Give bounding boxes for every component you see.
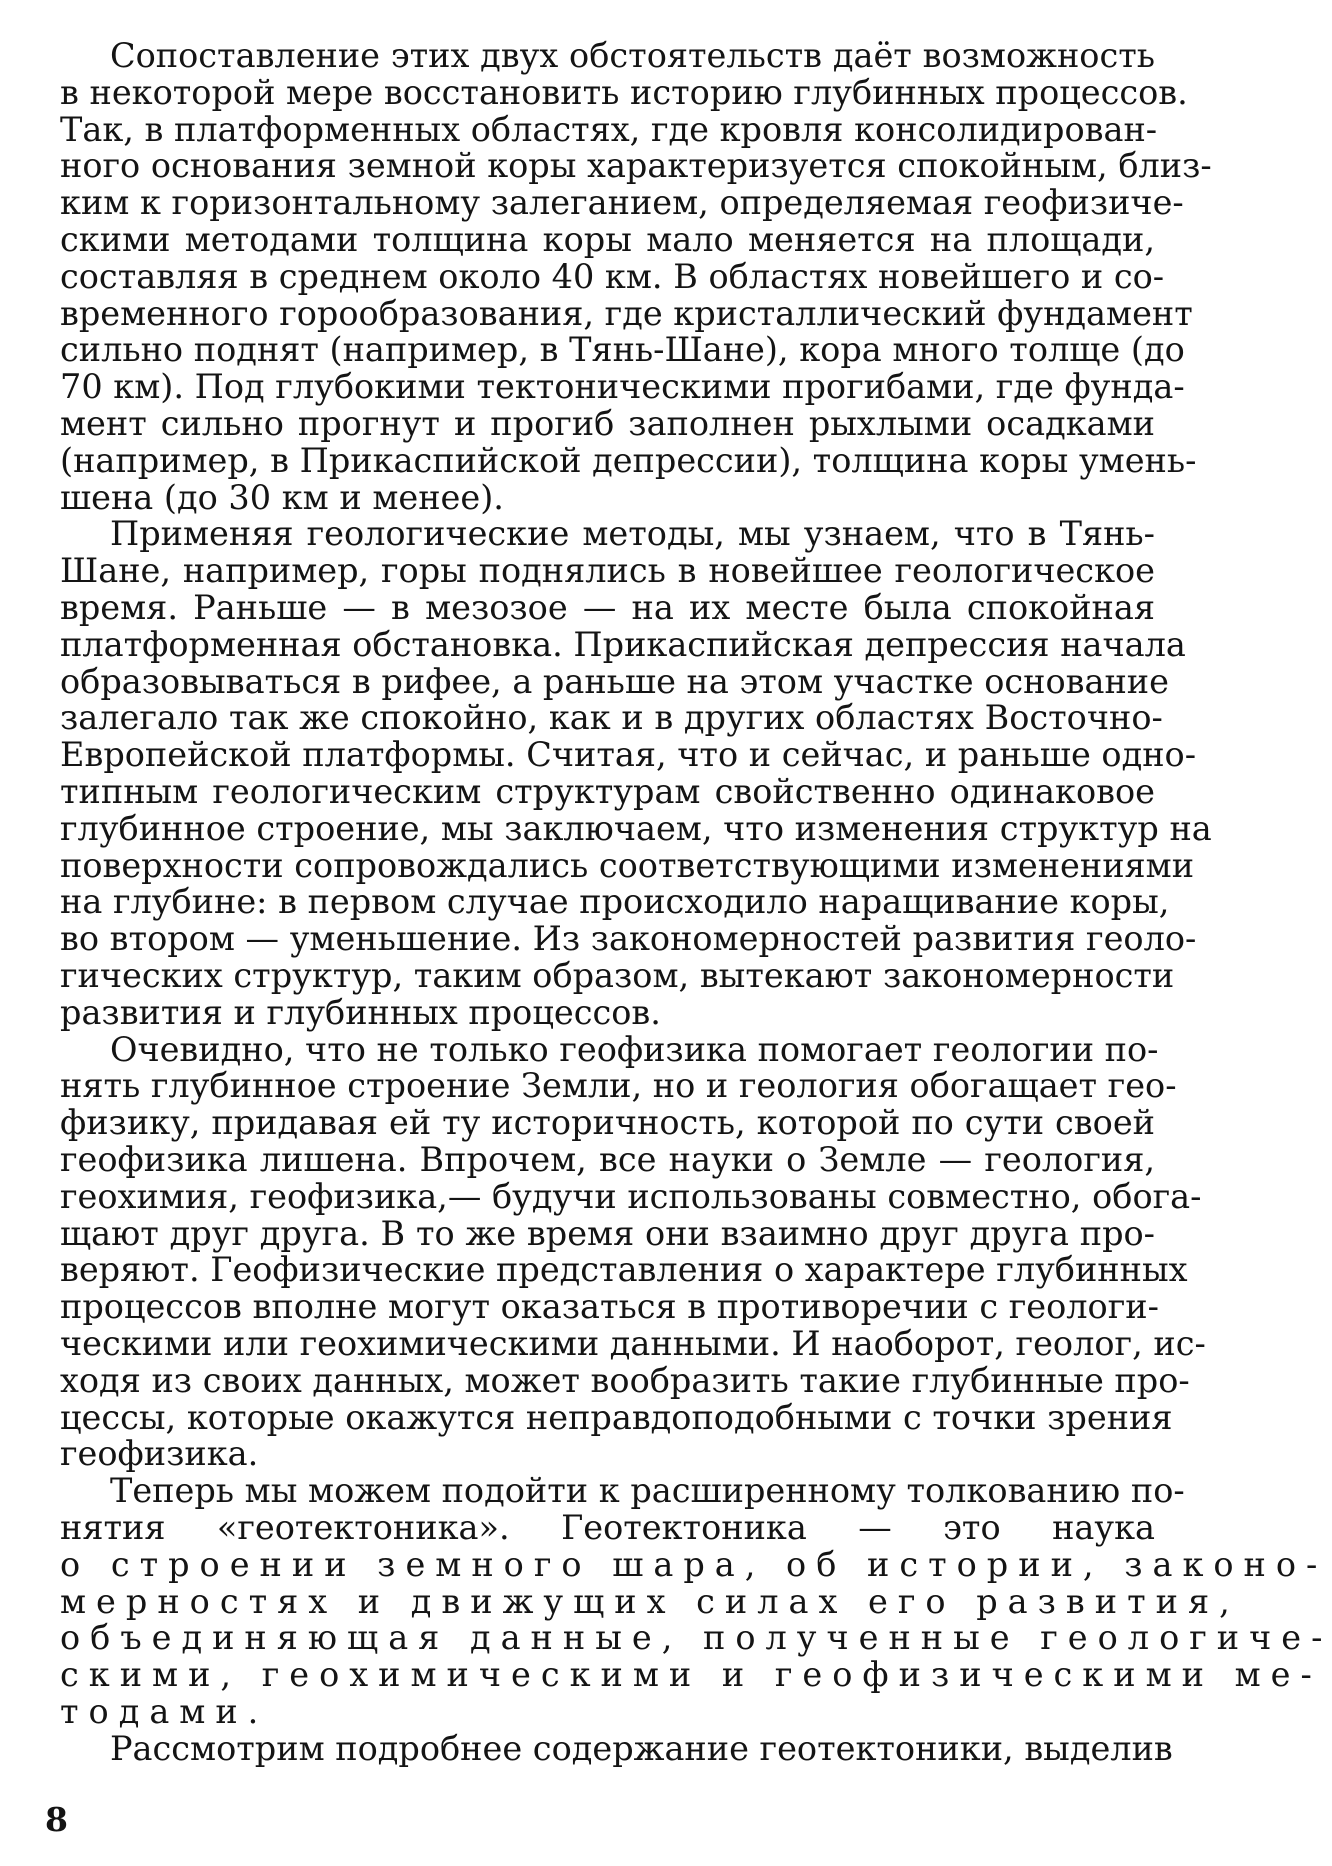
text-line: (например, в Прикаспийской депрессии), толщина коры умень- — [60, 440, 1197, 480]
text-line: Так, в платформенных областях, где кровля консолидирован- — [60, 109, 1158, 149]
text-line: Европейской платформы. Считая, что и сейчас, и раньше одно- — [60, 735, 1197, 775]
text-line: гических структур, таким образом, вытекают закономерности — [60, 956, 1175, 995]
text-line: Сопоставление этих двух обстоятельств даёт возможность — [110, 36, 1155, 75]
text-line: временного горообразования, где кристаллический фундамент — [60, 293, 1193, 333]
text-line: в некоторой мере восстановить историю глубинных процессов. — [60, 72, 1188, 112]
text-line: Рассмотрим подробнее содержание геотектоники, выделив — [110, 1728, 1173, 1768]
text-line: Шане, например, горы поднялись в новейшее геологическое — [60, 551, 1155, 591]
text-line: цессы, которые окажутся неправдоподобными с точки зрения — [60, 1397, 1173, 1437]
page-number: 8 — [45, 1800, 68, 1839]
text-line: составляя в среднем около 40 км. В областях новейшего и со- — [60, 256, 1165, 296]
text-line: скими, геохимическими и геофизическими ме- — [60, 1655, 1322, 1695]
text-line: залегало так же спокойно, как и в других областях Восточно- — [60, 698, 1163, 738]
text-line: ческими или геохимическими данными. И наоборот, геолог, ис- — [60, 1324, 1206, 1363]
text-line: образовываться в рифее, а раньше на этом участке основание — [60, 661, 1169, 701]
text-line: на глубине: в первом случае происходило наращивание коры, — [60, 882, 1170, 922]
text-line: тодами. — [60, 1692, 269, 1731]
text-line: ходя из своих данных, может вообразить такие глубинные про- — [60, 1360, 1190, 1400]
text-line: о строении земного шара, об истории, законо- — [60, 1544, 1328, 1584]
text-line: глубинное строение, мы заключаем, что изменения структур на — [60, 808, 1212, 848]
text-line: поверхности сопровождались соответствующими изменениями — [60, 845, 1195, 885]
text-line: нятия «геотектоника». Геотектоника — это наука — [60, 1508, 1155, 1547]
text-line: 70 км). Под глубокими тектоническими прогибами, где фунда- — [60, 367, 1185, 407]
text-line: типным геологическим структурам свойственно одинаковое — [60, 772, 1155, 811]
text-line: мерностях и движущих силах его развития, — [60, 1581, 1240, 1621]
text-line: мент сильно прогнут и прогиб заполнен рыхлыми осадками — [60, 404, 1155, 443]
text-line: сильно поднят (например, в Тянь-Шане), кора много толще (до — [60, 330, 1185, 370]
text-line: Применяя геологические методы, мы узнаем, что в Тянь- — [110, 514, 1155, 554]
text-line: геофизика. — [60, 1434, 259, 1474]
text-line: объединяющая данные, полученные геологиче- — [60, 1618, 1332, 1658]
text-line: нять глубинное строение Земли, но и геология обогащает гео- — [60, 1066, 1177, 1106]
text-line: веряют. Геофизические представления о характере глубинных — [60, 1250, 1188, 1290]
text-line: время. Раньше — в мезозое — на их месте была спокойная — [60, 588, 1155, 627]
text-line: щают друг друга. В то же время они взаимно друг друга про- — [60, 1213, 1155, 1253]
text-line: физику, придавая ей ту историчность, которой по сути своей — [60, 1103, 1155, 1143]
text-line: ким к горизонтальному залеганием, определяемая геофизиче- — [60, 183, 1184, 223]
text-line: во втором — уменьшение. Из закономерностей развития геоло- — [60, 919, 1197, 959]
text-line: платформенная обстановка. Прикаспийская депрессия начала — [60, 624, 1186, 664]
text-line: процессов вполне могут оказаться в противоречии с геологи- — [60, 1287, 1159, 1327]
text-line: шена (до 30 км и менее). — [60, 477, 504, 517]
text-line: геофизика лишена. Впрочем, все науки о Земле — геология, — [60, 1140, 1155, 1179]
text-line: развития и глубинных процессов. — [60, 992, 661, 1032]
text-line: Теперь мы можем подойти к расширенному толкованию по- — [110, 1471, 1185, 1511]
text-line: скими методами толщина коры мало меняется на площади, — [60, 220, 1155, 259]
text-line: геохимия, геофизика,— будучи использованы совместно, обога- — [60, 1176, 1202, 1216]
text-line: ного основания земной коры характеризуется спокойным, близ- — [60, 146, 1212, 186]
text-line: Очевидно, что не только геофизика помогает геологии по- — [110, 1029, 1159, 1069]
